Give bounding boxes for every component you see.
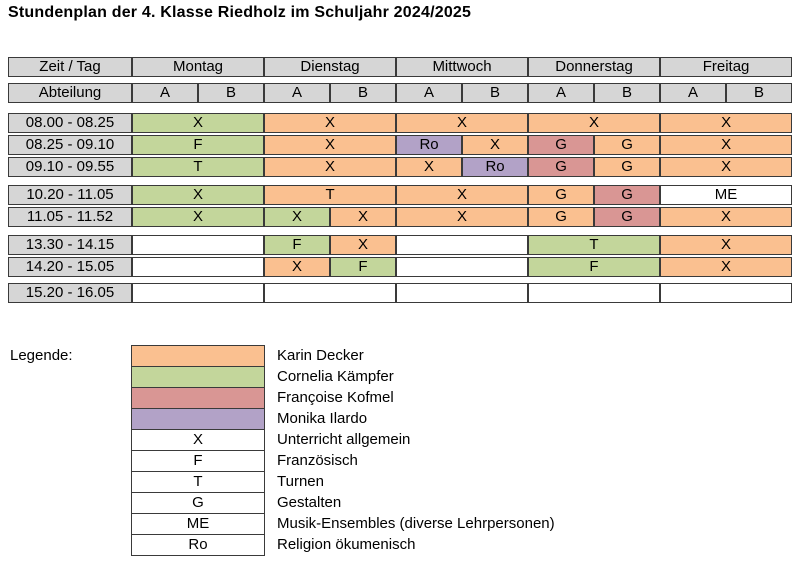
lesson-cell-dienstag: X [264,135,396,155]
lesson-cell-dienstag-a: X [264,207,330,227]
lesson-cell-freitag: X [660,207,792,227]
section-header-freitag-b: B [726,83,792,103]
legend-label: Legende: [10,347,73,364]
lesson-cell-donnerstag [528,283,660,303]
legend-item-karin-decker [131,345,555,367]
time-cell: 13.30 - 14.15 [8,235,132,255]
legend-color-box [131,387,265,409]
legend-color-box [131,408,265,430]
timetable-row [8,157,792,177]
legend-item-turnen [131,471,555,493]
legend-item-label: Unterricht allgemein [277,431,411,448]
lesson-cell-mittwoch [396,235,528,255]
section-header-mittwoch-b: B [462,83,528,103]
lesson-cell-mittwoch: X [396,207,528,227]
legend-item-label: Gestalten [277,494,342,511]
legend-item-label: Französisch [277,452,358,469]
section-header-dienstag-b: B [330,83,396,103]
legend-item-cornelia-kaempfer [131,366,555,388]
time-cell: 11.05 - 11.52 [8,207,132,227]
lesson-cell-freitag [660,283,792,303]
lesson-cell-dienstag [264,283,396,303]
timetable-row [8,185,792,205]
section-header-montag-a: A [132,83,198,103]
section-header-montag-b: B [198,83,264,103]
lesson-cell-montag: X [132,207,264,227]
legend-code-box: F [131,450,265,472]
day-header-donnerstag: Donnerstag [528,57,660,77]
lesson-cell-donnerstag: F [528,257,660,277]
lesson-cell-donnerstag-b: G [594,135,660,155]
day-header-montag: Montag [132,57,264,77]
legend-code-box: X [131,429,265,451]
lesson-cell-donnerstag-a: G [528,207,594,227]
zeit-tag-header-cell: Zeit / Tag [8,57,132,77]
lesson-cell-freitag: X [660,113,792,133]
timetable [8,55,800,305]
legend-code-box: T [131,471,265,493]
abteilung-header-cell: Abteilung [8,83,132,103]
lesson-cell-dienstag-b: X [330,207,396,227]
lesson-cell-dienstag: T [264,185,396,205]
time-cell: 09.10 - 09.55 [8,157,132,177]
legend-item-unterricht-allgemein [131,429,555,451]
day-header-mittwoch: Mittwoch [396,57,528,77]
page-title: Stundenplan der 4. Klasse Riedholz im Schuljahr 2024/2025 [8,4,472,21]
lesson-cell-donnerstag-b: G [594,185,660,205]
legend-item-franzoesisch [131,450,555,472]
lesson-cell-mittwoch [396,257,528,277]
lesson-cell-montag: X [132,113,264,133]
legend-color-box [131,345,265,367]
time-cell: 08.00 - 08.25 [8,113,132,133]
legend-items [131,345,555,556]
lesson-cell-mittwoch: X [396,113,528,133]
day-header-freitag: Freitag [660,57,792,77]
timetable-row [8,207,792,227]
lesson-cell-donnerstag-b: G [594,157,660,177]
legend-item-religion-oekumenisch [131,534,555,556]
legend [8,345,800,556]
section-header-donnerstag-a: A [528,83,594,103]
lesson-cell-donnerstag-b: G [594,207,660,227]
section-header-dienstag-a: A [264,83,330,103]
lesson-cell-montag [132,235,264,255]
legend-code-box: ME [131,513,265,535]
lesson-cell-montag: F [132,135,264,155]
section-header-row [8,81,792,105]
lesson-cell-donnerstag: X [528,113,660,133]
legend-item-monika-ilardo [131,408,555,430]
legend-color-box [131,366,265,388]
time-cell: 15.20 - 16.05 [8,283,132,303]
lesson-cell-montag: X [132,185,264,205]
lesson-cell-mittwoch [396,283,528,303]
lesson-cell-mittwoch-a: X [396,157,462,177]
block-last-lesson [8,281,792,305]
lesson-cell-freitag: X [660,157,792,177]
timetable-row [8,113,792,133]
legend-code-box: Ro [131,534,265,556]
section-header-donnerstag-b: B [594,83,660,103]
lesson-cell-montag: T [132,157,264,177]
day-header-row [8,55,792,79]
block-afternoon [8,233,792,279]
legend-item-label: Karin Decker [277,347,364,364]
lesson-cell-freitag: X [660,257,792,277]
timetable-page [0,5,800,563]
lesson-cell-dienstag-a: X [264,257,330,277]
timetable-row [8,257,792,277]
section-header-mittwoch-a: A [396,83,462,103]
lesson-cell-dienstag-a: F [264,235,330,255]
timetable-row [8,235,792,255]
lesson-cell-freitag: X [660,235,792,255]
day-header-dienstag: Dienstag [264,57,396,77]
lesson-cell-mittwoch: X [396,185,528,205]
block-early-morning [8,111,792,179]
lesson-cell-mittwoch-b: X [462,135,528,155]
lesson-cell-donnerstag-a: G [528,135,594,155]
legend-item-label: Monika Ilardo [277,410,368,427]
lesson-cell-montag [132,257,264,277]
legend-item-label: Musik-Ensembles (diverse Lehrpersonen) [277,515,555,532]
lesson-cell-donnerstag-a: G [528,185,594,205]
legend-code-box: G [131,492,265,514]
time-cell: 10.20 - 11.05 [8,185,132,205]
lesson-cell-dienstag-b: X [330,235,396,255]
legend-item-musik-ensembles [131,513,555,535]
lesson-cell-mittwoch-b: Ro [462,157,528,177]
legend-item-label: Turnen [277,473,324,490]
legend-item-gestalten [131,492,555,514]
timetable-row [8,135,792,155]
block-late-morning [8,183,792,229]
legend-item-label: Françoise Kofmel [277,389,394,406]
lesson-cell-freitag: ME [660,185,792,205]
time-cell: 08.25 - 09.10 [8,135,132,155]
lesson-cell-dienstag: X [264,113,396,133]
legend-item-label: Cornelia Kämpfer [277,368,394,385]
lesson-cell-donnerstag: T [528,235,660,255]
lesson-cell-donnerstag-a: G [528,157,594,177]
timetable-row [8,283,792,303]
lesson-cell-dienstag-b: F [330,257,396,277]
lesson-cell-dienstag: X [264,157,396,177]
lesson-cell-mittwoch-a: Ro [396,135,462,155]
lesson-cell-montag [132,283,264,303]
time-cell: 14.20 - 15.05 [8,257,132,277]
legend-item-label: Religion ökumenisch [277,536,416,553]
legend-item-francoise-kofmel [131,387,555,409]
section-header-freitag-a: A [660,83,726,103]
lesson-cell-freitag: X [660,135,792,155]
